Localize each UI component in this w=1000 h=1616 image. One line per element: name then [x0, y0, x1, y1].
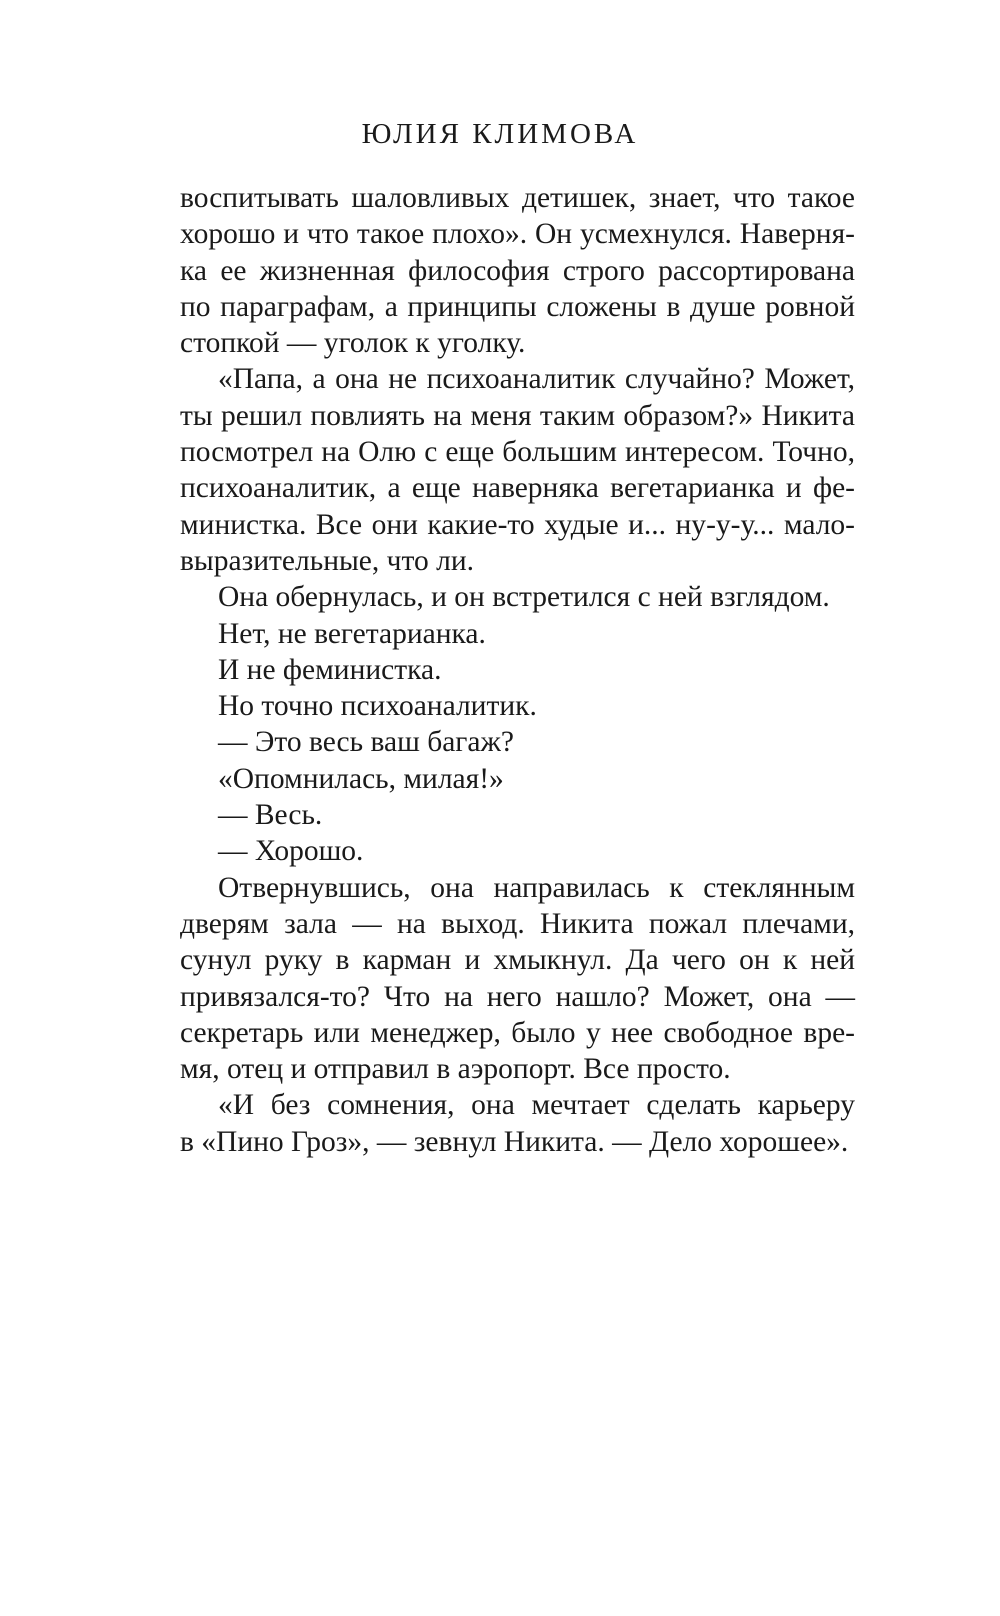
text-line: «Опомнилась, милая!»: [218, 762, 504, 795]
text-line: «Папа, а она не психоаналитик случайно? Может,: [218, 363, 855, 396]
text-line: по параграфам, а принципы сложены в душе ровной: [180, 290, 855, 323]
text-line: Она обернулась, и он встретился с ней взглядом.: [218, 581, 830, 614]
text-line: стопкой — уголок к уголку.: [180, 327, 526, 360]
body-text: [180, 180, 855, 1160]
text-line: привязался-то? Что на него нашло? Может, она —: [180, 980, 855, 1013]
text-line: секретарь или менеджер, было у нее свободное вре-: [180, 1016, 855, 1049]
text-line: — Хорошо.: [218, 835, 364, 868]
text-line: — Весь.: [218, 799, 323, 832]
text-line: выразительные, что ли.: [180, 544, 474, 577]
text-line: министка. Все они какие-то худые и... ну-у-у... мало-: [180, 508, 855, 541]
text-line: ка ее жизненная философия строго рассортирована: [180, 254, 855, 287]
running-header-author: ЮЛИЯ КЛИМОВА: [361, 118, 639, 150]
text-line: дверям зала — на выход. Никита пожал плечами,: [180, 907, 855, 940]
text-line: посмотрел на Олю с еще большим интересом. Точно,: [180, 436, 855, 469]
text-line: в «Пино Гроз», — зевнул Никита. — Дело хорошее».: [180, 1125, 849, 1158]
text-line: Но точно психоаналитик.: [218, 690, 537, 723]
text-line: — Это весь ваш багаж?: [218, 726, 514, 759]
text-line: Отвернувшись, она направилась к стеклянным: [218, 871, 855, 904]
text-line: сунул руку в карман и хмыкнул. Да чего он к ней: [180, 944, 855, 977]
text-line: ты решил повлиять на меня таким образом?» Никита: [180, 399, 855, 432]
text-line: мя, отец и отправил в аэропорт. Все просто.: [180, 1053, 731, 1086]
text-line: хорошо и что такое плохо». Он усмехнулся. Наверня-: [180, 218, 855, 251]
text-line: «И без сомнения, она мечтает сделать карьеру: [218, 1089, 855, 1122]
text-line: Нет, не вегетарианка.: [218, 617, 486, 650]
text-line: психоаналитик, а еще наверняка вегетарианка и фе-: [180, 472, 855, 505]
text-line: И не феминистка.: [218, 653, 442, 686]
text-line: воспитывать шаловливых детишек, знает, что такое: [180, 182, 855, 214]
